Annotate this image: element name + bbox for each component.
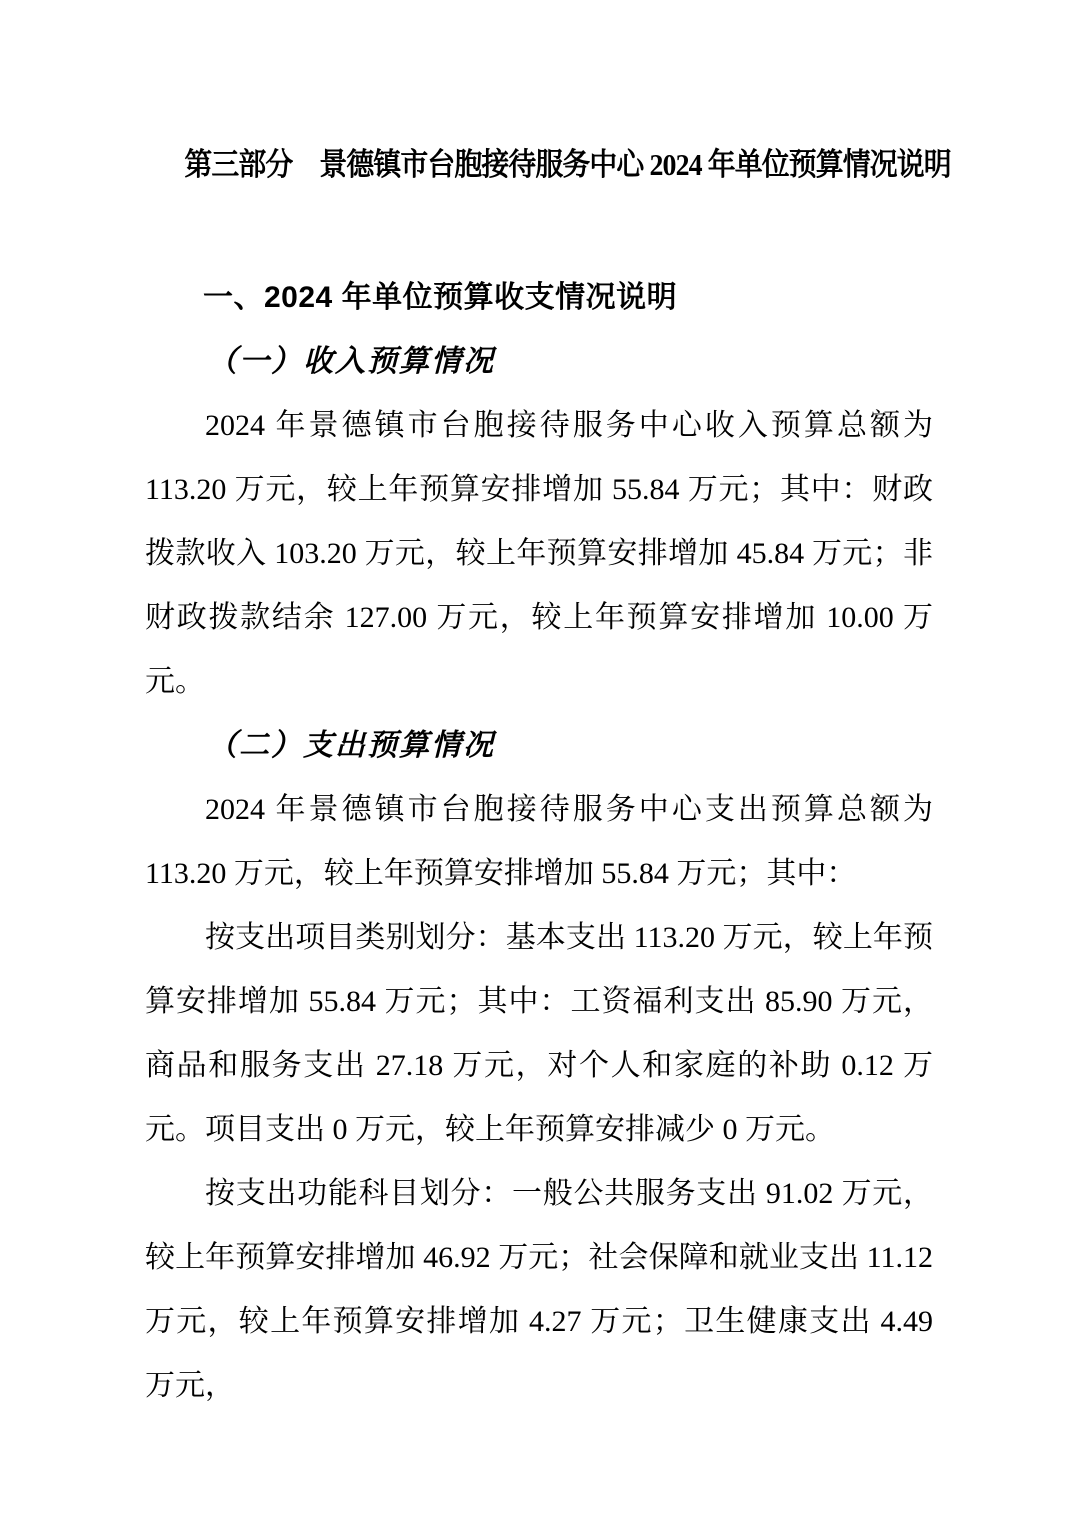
paragraph-expense-total: 2024 年景德镇市台胞接待服务中心支出预算总额为 113.20 万元，较上年预算安排增加 55.84 万元；其中：: [145, 793, 933, 890]
document-title: 第三部分 景德镇市台胞接待服务中心 2024 年单位预算情况说明: [184, 147, 951, 182]
paragraph-expense-by-category: 按支出项目类别划分：基本支出 113.20 万元，较上年预算安排增加 55.84 万元；其中：工资福利支出 85.90 万元，商品和服务支出 27.18 万元，对个人和家庭的补助 0.12 万元。项目支出 0 万元，较上年预算安排减少 0 万元。: [145, 921, 933, 1146]
paragraph-expense-by-function: 按支出功能科目划分：一般公共服务支出 91.02 万元，较上年预算安排增加 46.92 万元；社会保障和就业支出 11.12 万元，较上年预算安排增加 4.27 万元；卫生健康支出 4.49 万元，: [145, 1177, 933, 1402]
section-heading-budget-overview: 一、2024 年单位预算收支情况说明: [203, 281, 678, 314]
document-content: [145, 146, 951, 1418]
subsection-heading-expense-budget: （二）支出预算情况: [207, 729, 495, 762]
paragraph-income-budget: 2024 年景德镇市台胞接待服务中心收入预算总额为 113.20 万元，较上年预算安排增加 55.84 万元；其中：财政拨款收入 103.20 万元，较上年预算安排增加 45.84 万元；非财政拨款结余 127.00 万元，较上年预算安排增加 10.00 万元。: [145, 409, 933, 698]
subsection-heading-income-budget: （一）收入预算情况: [207, 345, 495, 378]
